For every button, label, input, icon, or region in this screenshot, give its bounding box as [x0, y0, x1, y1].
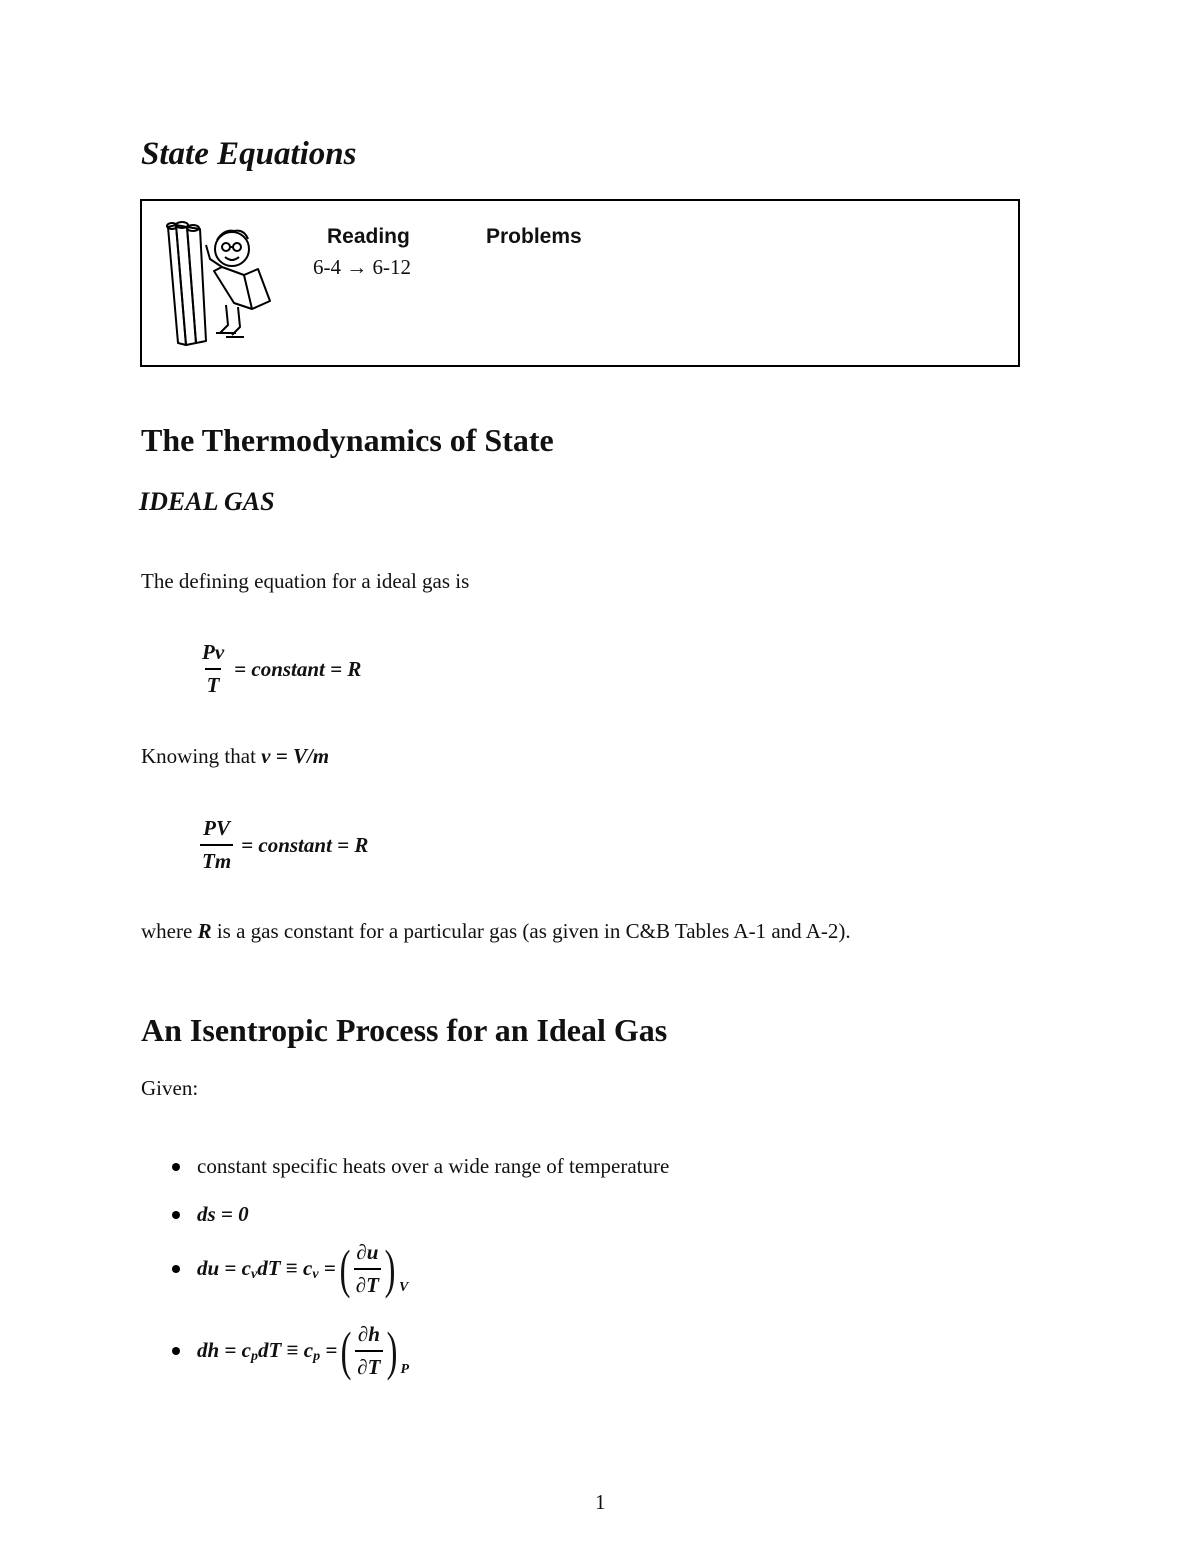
partial-derivative — [337, 1322, 409, 1380]
problems-column-header: Problems — [486, 225, 582, 248]
bookworm-reader-illustration — [162, 215, 284, 351]
specific-volume-relation: v = V/m — [261, 744, 330, 768]
gas-constant-fraction — [200, 816, 233, 874]
gas-constant-equation — [200, 816, 368, 874]
bullet-icon — [172, 1347, 180, 1355]
bullet-icon — [172, 1211, 180, 1219]
fraction-denominator: ∂T — [354, 1268, 381, 1298]
ideal-gas-subheading: IDEAL GAS — [139, 487, 275, 516]
right-paren: ) — [384, 1239, 396, 1299]
list-item — [172, 1322, 409, 1380]
list-item — [172, 1240, 408, 1298]
reading-range: 6-4 → 6-12 — [313, 255, 411, 279]
fraction-numerator: ∂h — [357, 1322, 380, 1346]
fraction-numerator: ∂u — [356, 1240, 379, 1264]
equation-right-side: = constant = R — [241, 832, 369, 857]
given-label: Given: — [141, 1076, 199, 1100]
page-number: 1 — [595, 1490, 606, 1514]
where-text: where — [141, 919, 193, 943]
list-item-math: ds = 0 — [197, 1202, 249, 1226]
knowing-that-line — [141, 744, 329, 769]
ideal-gas-equation — [200, 640, 361, 698]
gas-constant-symbol: R — [197, 919, 212, 943]
partial-derivative — [336, 1240, 409, 1298]
equation-right-side: = constant = R — [234, 656, 362, 681]
bullet-icon — [172, 1163, 180, 1171]
list-item — [172, 1154, 669, 1179]
fraction-numerator: Pv — [202, 640, 225, 664]
bullet-icon — [172, 1265, 180, 1273]
document-title: State Equations — [141, 136, 357, 172]
fraction-denominator: T — [205, 668, 222, 698]
reading-assignment-box — [140, 199, 1020, 367]
constant-volume-subscript: V — [398, 1280, 409, 1295]
right-paren: ) — [386, 1321, 397, 1381]
fraction-denominator: Tm — [200, 844, 233, 874]
reading-column-header: Reading — [327, 225, 410, 248]
enthalpy-relation: dh = cpdT ≡ cp = — [197, 1337, 338, 1364]
defining-equation-text: The defining equation for a ideal gas is — [141, 569, 470, 593]
isentropic-section-heading: An Isentropic Process for an Ideal Gas — [141, 1012, 668, 1048]
list-item-text: constant specific heats over a wide range of temperature — [197, 1154, 670, 1178]
constant-pressure-subscript: P — [400, 1362, 410, 1377]
gas-constant-explanation — [141, 919, 851, 944]
ideal-gas-fraction — [200, 640, 226, 698]
internal-energy-relation: du = cvdT ≡ cv = — [197, 1255, 336, 1282]
fraction-numerator: PV — [203, 816, 230, 840]
thermodynamics-section-heading: The Thermodynamics of State — [141, 422, 554, 458]
left-paren: ( — [339, 1239, 351, 1299]
list-item — [172, 1202, 249, 1227]
explanation-text: is a gas constant for a particular gas (as given in C&B Tables A-1 and A-2). — [216, 919, 851, 943]
left-paren: ( — [340, 1321, 352, 1381]
knowing-text: Knowing that — [141, 744, 256, 768]
fraction-denominator: ∂T — [355, 1350, 382, 1380]
